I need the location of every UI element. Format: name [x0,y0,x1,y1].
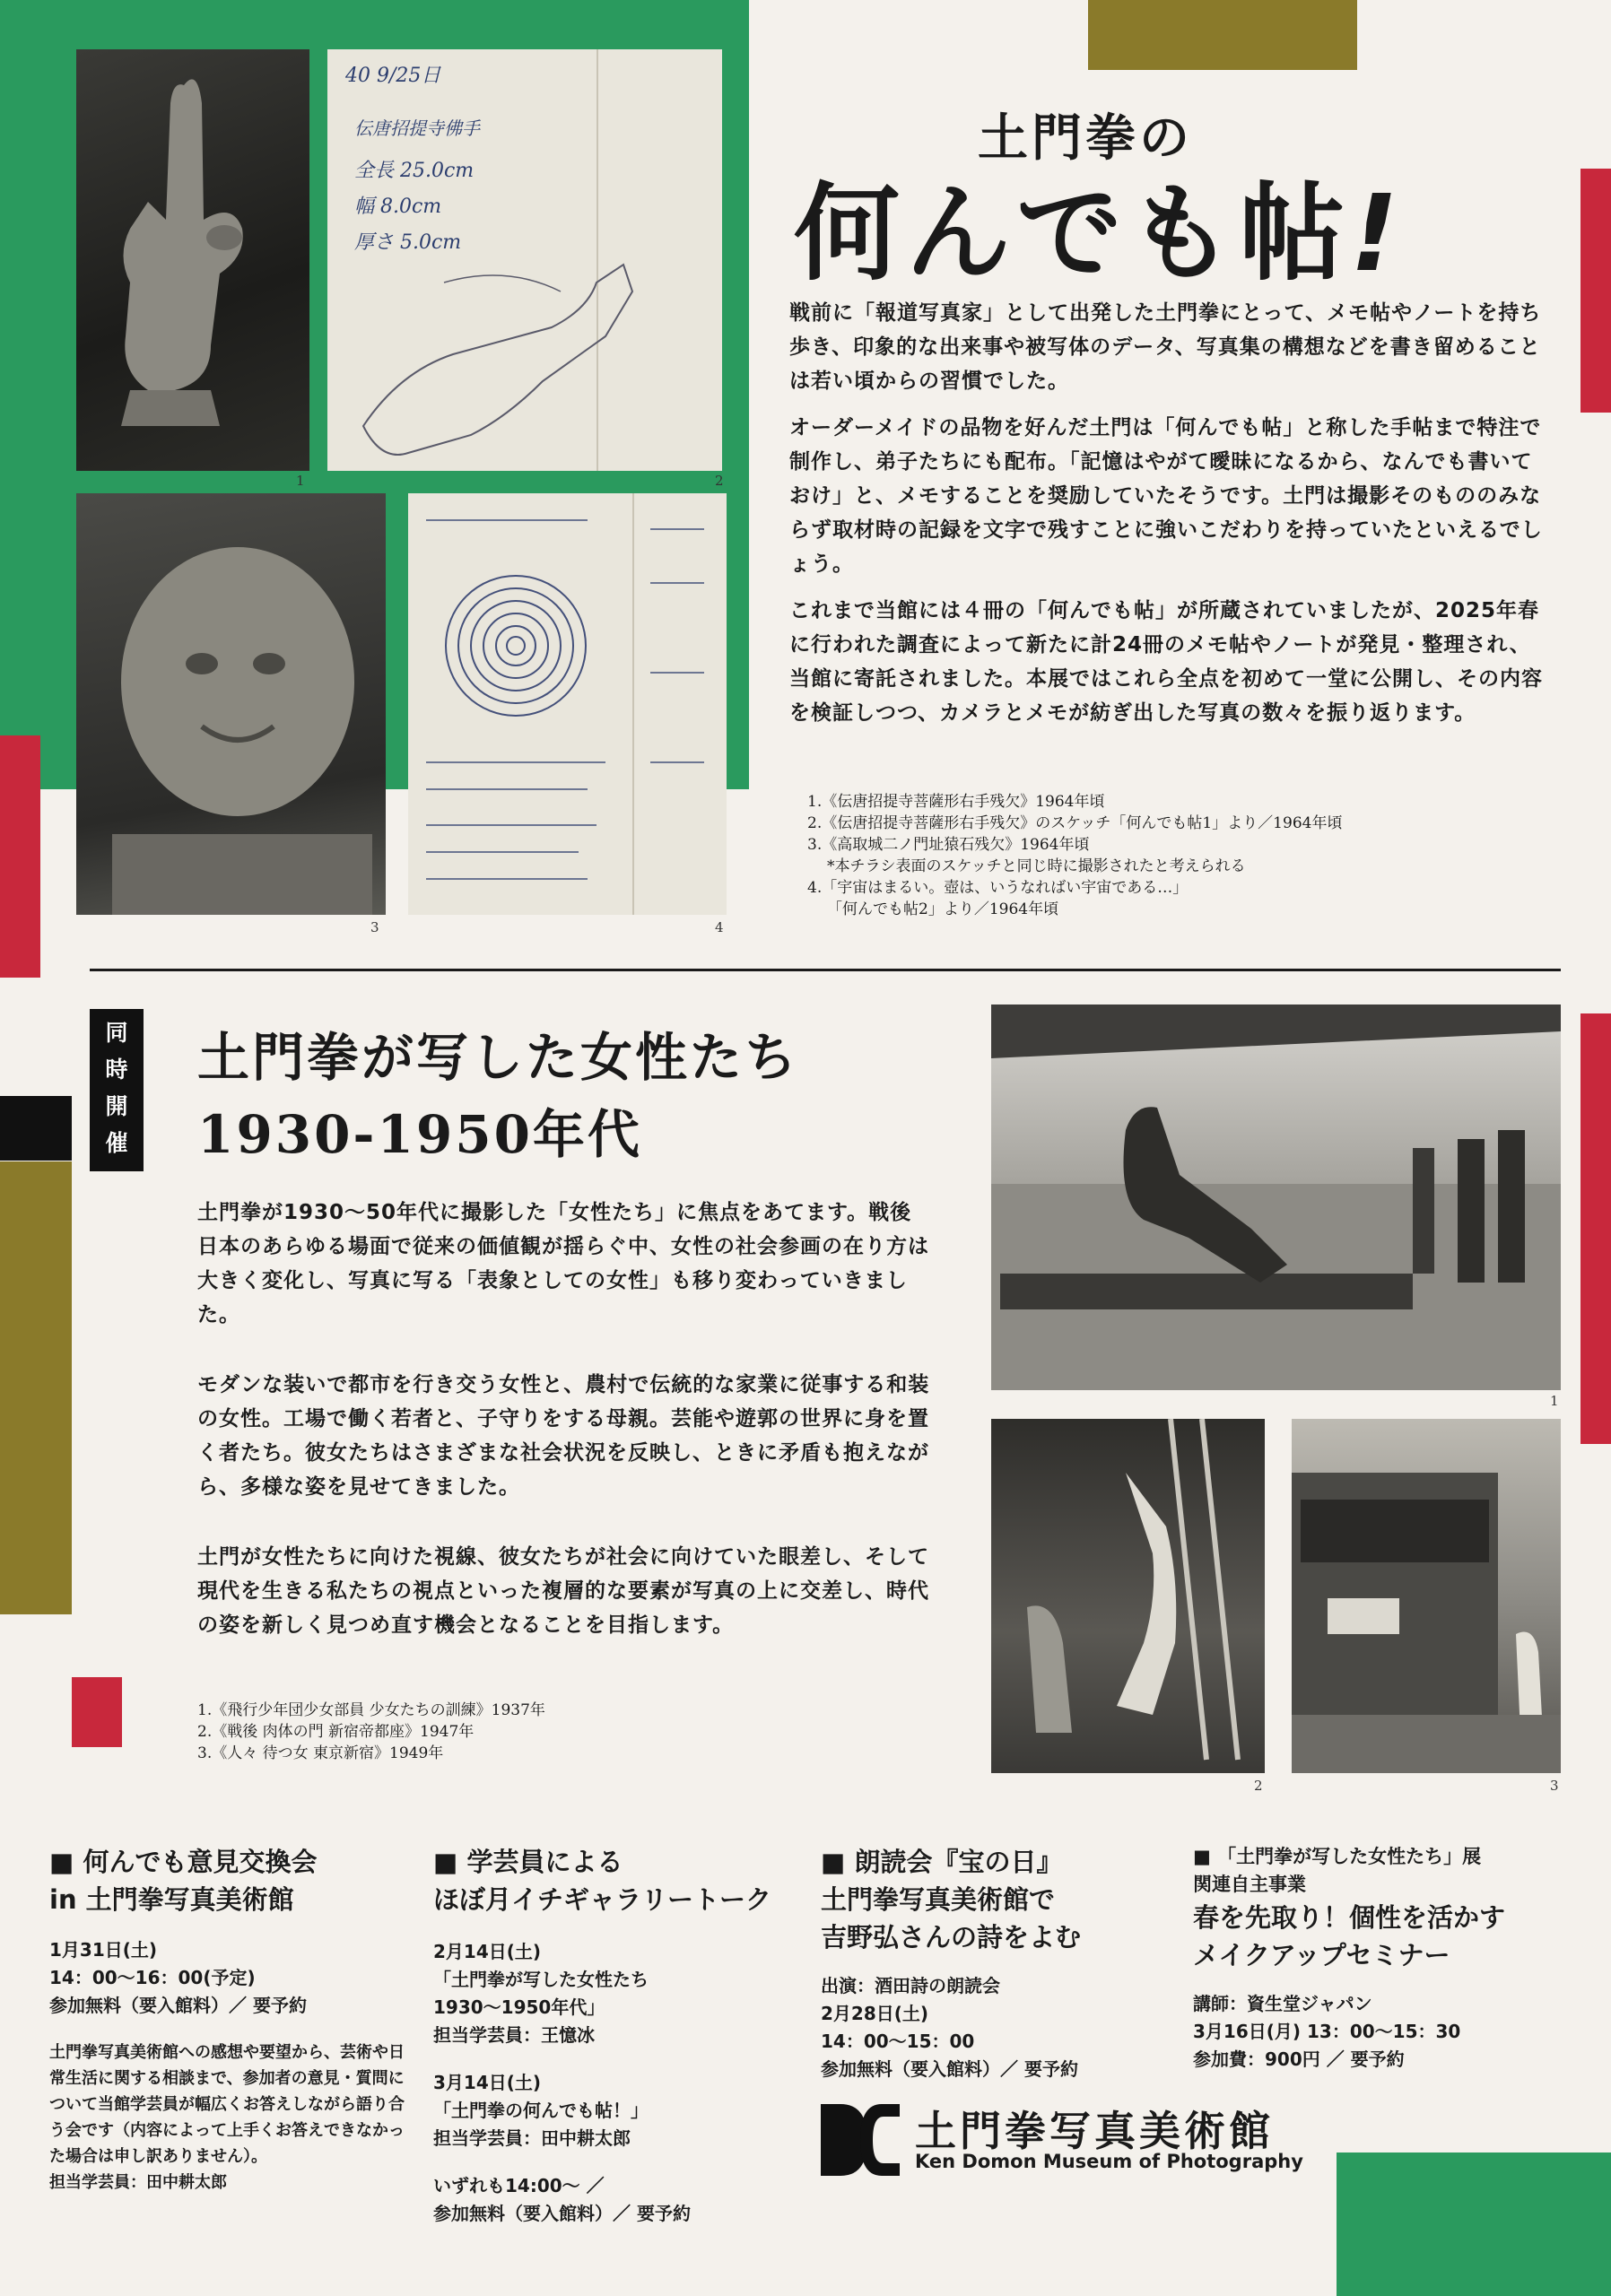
green-block-bottom-right [1337,2152,1611,2296]
event-4-title-1: 春を先取り！個性を活かす [1193,1902,1506,1933]
stage-scene-graphic [991,1419,1265,1773]
event-1-title-1: ■ 何んでも意見交換会 [49,1847,318,1877]
event-1-title-2: in 土門拳写真美術館 [49,1884,294,1915]
concurrent-paragraph-2: モダンな装いで都市を行き交う女性と、農村で伝統的な家業に従事する和装の女性。工場で働く若者と、子守りをする母親。芸能や遊郭の世界に身を置く者たち。彼女たちはさまざまな社会状況を反映し、ときに矛盾も抱えながら、多様な姿を見せてきました。 [197,1373,930,1499]
red-square-left [72,1677,122,1747]
event-4 [1193,1843,1588,2074]
event-1 [49,1843,417,2196]
event-3-title-3: 吉野弘さんの詩をよむ [821,1922,1082,1952]
photo-tram-woman [1292,1419,1561,1773]
olive-block-top [1088,0,1357,70]
event-2-session-1-staff: 担当学芸員：王憶冰 [433,2024,595,2046]
black-square-left [0,1096,72,1161]
event-3-title-2: 土門拳写真美術館で [821,1884,1056,1915]
olive-block-left [0,1161,72,1614]
feature-paragraph-3: これまで当館には４冊の「何んでも帖」が所蔵されていましたが、2025年春に行われた調査によって新たに計24冊のメモ帖やノートが発見・整理され、当館に寄託されました。本展ではこれら全点を初めて一堂に公開し、その内容を検証しつつ、カメラとメモが紡ぎ出した写真の数々を振り返ります。 [789,599,1543,725]
feature-caption-3-note: *本チラシ表面のスケッチと同じ時に撮影されたと考えられる [827,857,1246,875]
concurrent-title-2: 1930-1950年代 [197,1104,642,1165]
museum-logo-mark [821,2104,901,2176]
tram-scene-graphic [1292,1419,1561,1773]
event-1-time: 14：00〜16：00(予定) [49,1967,256,1988]
feature-title-mark: ! [1350,171,1398,295]
event-4-fee: 参加費：900円 ／ 要予約 [1193,2048,1405,2070]
notebook-spine-2 [632,493,634,915]
feature-caption-4-source: 「何んでも帖2」より／1964年頃 [827,900,1059,918]
photo-buddha-hand [76,49,309,471]
photo-nikutai-no-mon [991,1419,1265,1773]
badge-char-1: 同 [105,1020,128,1046]
feature-body [789,296,1547,743]
photo-number-2: 2 [715,473,724,489]
photo-notebook-spiral [408,493,727,915]
notebook-line-2: 全長 25.0cm [354,160,475,182]
feature-caption-4: 4.「宇宙はまるい。壺は、いうなればい宇宙である…」 [807,879,1189,897]
photo-notebook-sketch [327,49,722,471]
badge-char-3: 開 [105,1093,128,1119]
event-3-fee: 参加無料（要入館料）／ 要予約 [821,2058,1078,2080]
feature-captions [807,791,1525,920]
event-4-title-2: メイクアップセミナー [1193,1940,1450,1970]
event-1-staff: 担当学芸員：田中耕太郎 [49,2173,227,2192]
event-2-footer-2: 参加無料（要入館料）／ 要予約 [433,2203,691,2224]
feature-title-small: 土門拳の [978,109,1193,168]
event-2-title-2: ほぼ月イチギャラリートーク [433,1884,772,1915]
red-block-left [0,735,40,978]
photo-girls-training [991,1004,1561,1390]
feature-caption-2: 2.《伝唐招提寺菩薩形右手残欠》のスケッチ「何んでも帖1」より／1964年頃 [807,814,1343,832]
concurrent-paragraph-1: 土門拳が1930〜50年代に撮影した「女性たち」に焦点をあてます。戦後日本のあらゆる場面で従来の価値観が揺らぐ中、女性の社会参画の在り方は大きく変化し、写真に写る「表象としての女性」も移り変わっていきました。 [197,1201,929,1326]
notebook-line-4: 厚さ 5.0cm [354,231,462,254]
concurrent-badge [90,1009,144,1171]
spiral-drawing [408,493,727,915]
event-2-session-1-title-2: 1930〜1950年代」 [433,1996,605,2018]
museum-name-en: Ken Domon Museum of Photography [915,2151,1303,2172]
concurrent-caption-3: 3.《人々 待つ女 東京新宿》1949年 [197,1744,444,1762]
event-1-date: 1月31日(土) [49,1939,158,1961]
red-stripe-right [1581,169,1611,413]
concurrent-photo-number-3: 3 [1550,1778,1559,1794]
event-4-date: 3月16日(月) 13：00〜15：30 [1193,2021,1461,2042]
museum-name-ja: 土門拳写真美術館 [915,2107,1274,2155]
event-1-fee: 参加無料（要入館料）／ 要予約 [49,1995,307,2016]
event-4-lecturer: 講師：資生堂ジャパン [1193,1993,1372,2014]
event-3-title-1: ■ 朗読会『宝の日』 [821,1847,1063,1877]
concurrent-title-1: 土門拳が写した女性たち [197,1027,800,1088]
photo-number-1: 1 [296,473,305,489]
training-scene-graphic [991,1004,1561,1390]
event-3 [821,1843,1197,2083]
badge-char-2: 時 [105,1057,128,1083]
concurrent-photo-number-2: 2 [1254,1778,1263,1794]
event-3-date: 2月28日(土) [821,2003,929,2024]
feature-title-large [794,148,1398,300]
concurrent-paragraph-3: 土門が女性たちに向けた視線、彼女たちが社会に向けていた眼差し、そして現代を生きる私たちの視点といった複層的な要素が写真の上に交差し、時代の姿を新しく見つめ直す機会となることを目指します。 [197,1545,929,1637]
photo-number-4: 4 [715,919,724,935]
section-divider [90,969,1561,971]
museum-logo [821,2099,1323,2179]
feature-caption-1: 1.《伝唐招提寺菩薩形右手残欠》1964年頃 [807,793,1105,811]
red-block-right-middle [1581,1013,1611,1444]
concurrent-caption-1: 1.《飛行少年団少女部員 少女たちの訓練》1937年 [197,1701,545,1719]
hand-sketch-graphic [327,247,722,471]
event-4-title-small-2: 関連自主事業 [1193,1874,1306,1895]
concurrent-body [197,1196,933,1655]
feature-title-text: 何んでも帖 [794,171,1351,295]
hand-sculpture-graphic [76,49,309,471]
event-1-note: 土門拳写真美術館への感想や要望から、芸術や日常生活に関する相談まで、参加者の意見・質問について当館学芸員が幅広くお答えしながら語り合う会です（内容によって上手くお答えできなかった場合は申し訳ありません）。 [49,2043,405,2166]
concurrent-caption-2: 2.《戦後 肉体の門 新宿帝都座》1947年 [197,1723,475,1741]
event-3-time: 14：00〜15：00 [821,2031,975,2052]
event-2 [433,1843,810,2228]
notebook-line-1: 伝唐招提寺佛手 [354,117,480,139]
photo-stone-monkey [76,493,386,915]
notebook-line-3: 幅 8.0cm [354,196,442,218]
event-3-performer: 出演：酒田詩の朗読会 [821,1975,1000,1996]
badge-char-4: 催 [105,1130,128,1156]
event-2-title-1: ■ 学芸員による [433,1847,623,1877]
notebook-date: 40 9/25日 [345,65,441,87]
event-2-session-2-staff: 担当学芸員：田中耕太郎 [433,2127,631,2149]
photo-number-3: 3 [370,919,379,935]
stone-sculpture-graphic [76,493,386,915]
event-2-session-1-title-1: 「土門拳が写した女性たち [433,1969,649,1990]
feature-paragraph-2: オーダーメイドの品物を好んだ土門は「何んでも帖」と称した手帖まで特注で制作し、弟子たちにも配布。「記憶はやがて曖昧になるから、なんでも書いておけ」と、メモすることを奨励していたそうです。土門は撮影そのもののみならず取材時の記録を文字で残すことに強いこだわりを持っていたといえるでしょう。 [789,416,1543,576]
event-2-session-2-date: 3月14日(土) [433,2072,542,2093]
event-2-session-1-date: 2月14日(土) [433,1941,542,1962]
feature-caption-3: 3.《高取城二ノ門址猿石残欠》1964年頃 [807,836,1090,854]
concurrent-photo-number-1: 1 [1550,1393,1559,1409]
feature-paragraph-1: 戦前に「報道写真家」として出発した土門拳にとって、メモ帖やノートを持ち歩き、印象的な出来事や被写体のデータ、写真集の構想などを書き留めることは若い頃からの習慣でした。 [789,301,1542,393]
event-2-footer-1: いずれも14:00〜 ／ [433,2175,605,2196]
event-2-session-2-title: 「土門拳の何んでも帖！」 [433,2100,649,2121]
event-4-title-small-1: ■ 「土門拳が写した女性たち」展 [1193,1846,1482,1867]
concurrent-captions [197,1700,825,1764]
